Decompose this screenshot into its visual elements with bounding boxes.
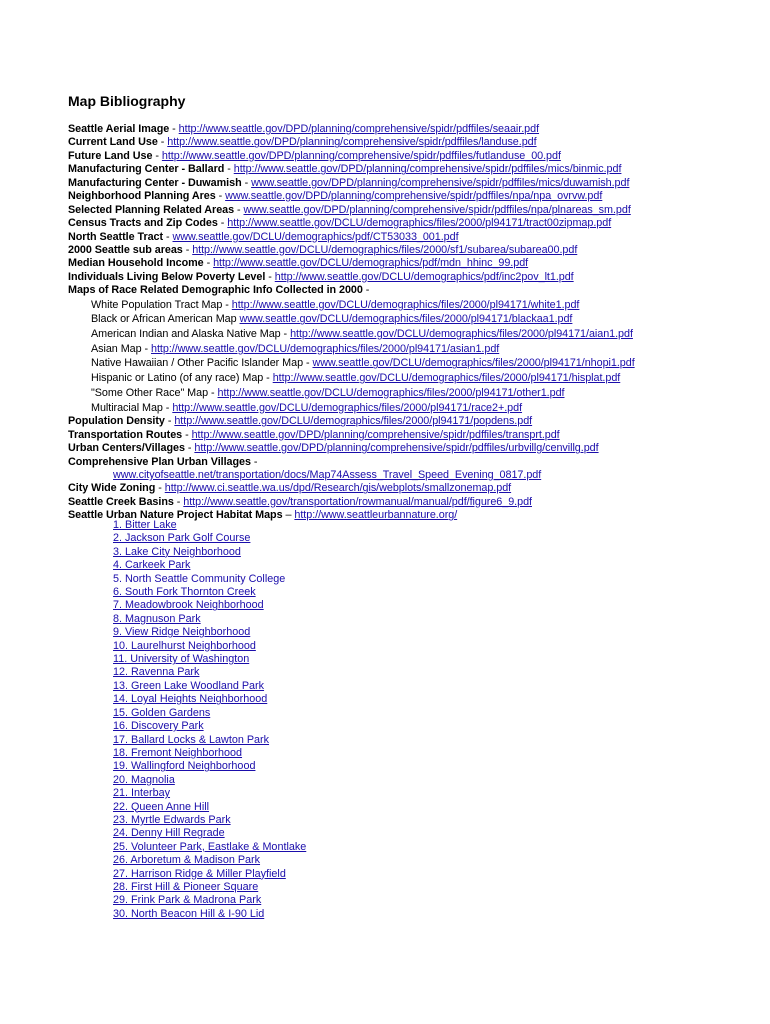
- bibliography-entry: [68, 177, 758, 190]
- habitat-map-item: [113, 693, 306, 706]
- entry-separator: -: [157, 136, 168, 149]
- habitat-map-link[interactable]: 7. Meadowbrook Neighborhood: [113, 599, 264, 612]
- habitat-map-item: [113, 868, 306, 881]
- comp-plan-separator: -: [250, 455, 258, 468]
- entry-separator: -: [155, 482, 165, 495]
- bibliography-entry: [68, 401, 758, 416]
- entry-link[interactable]: http://www.seattle.gov/DCLU/demographics/pdf/inc2pov_lt1.pdf: [274, 270, 574, 283]
- entry-link[interactable]: http://www.seattle.gov/DCLU/demographics/files/2000/sf1/subarea/subarea00.pdf: [192, 243, 578, 256]
- entry-label: White Population Tract Map: [91, 298, 223, 311]
- page-title: Map Bibliography: [68, 93, 186, 109]
- entry-separator: -: [203, 257, 214, 270]
- habitat-map-link[interactable]: 8. Magnuson Park: [113, 612, 201, 625]
- habitat-map-link[interactable]: 23. Myrtle Edwards Park: [113, 813, 231, 826]
- entry-link[interactable]: http://www.seattle.gov/DPD/planning/comprehensive/spidr/pdffiles/seaair.pdf: [178, 123, 540, 135]
- bibliography-entry: [68, 231, 758, 244]
- entry-label: Seattle Urban Nature Project Habitat Maps: [68, 509, 283, 522]
- entry-separator: -: [182, 243, 193, 256]
- entry-label: Population Density: [68, 415, 165, 428]
- entry-separator: -: [173, 495, 184, 508]
- entry-separator: -: [217, 217, 228, 230]
- habitat-map-item: [113, 894, 306, 907]
- entry-link[interactable]: http://www.seattle.gov/DCLU/demographics/files/2000/pl94171/other1.pdf: [217, 386, 565, 399]
- entry-label: "Some Other Race" Map: [91, 386, 209, 399]
- entry-link[interactable]: http://www.ci.seattle.wa.us/dpd/Research/gis/webplots/smallzonemap.pdf: [164, 482, 512, 495]
- habitat-map-item: [113, 760, 306, 773]
- comp-plan-link-line: [68, 469, 758, 482]
- entry-separator: -: [141, 342, 152, 355]
- habitat-map-item: [113, 908, 306, 921]
- entry-link[interactable]: http://www.seattle.gov/DPD/planning/comprehensive/spidr/pdffiles/mics/binmic.pdf: [233, 163, 622, 176]
- habitat-map-item: [113, 801, 306, 814]
- bibliography-entry: [68, 163, 758, 176]
- bibliography-entry: [68, 257, 758, 270]
- habitat-map-link[interactable]: 26. Arboretum & Madison Park: [113, 854, 261, 867]
- entry-link[interactable]: http://www.seattle.gov/transportation/rowmanual/manual/pdf/figure6_9.pdf: [183, 495, 532, 508]
- habitat-map-link[interactable]: 29. Frink Park & Madrona Park: [113, 894, 262, 907]
- entry-link[interactable]: http://www.seattle.gov/DCLU/demographics/files/2000/pl94171/asian1.pdf: [151, 342, 500, 355]
- bibliography-entry: [68, 429, 758, 442]
- habitat-map-item: [113, 734, 306, 747]
- habitat-map-text: 5. North Seattle Community College: [113, 572, 286, 585]
- entry-separator: -: [241, 176, 252, 189]
- entry-separator: -: [303, 357, 313, 370]
- entry-link[interactable]: http://www.seattle.gov/DCLU/demographics/files/2000/pl94171/aian1.pdf: [290, 328, 633, 341]
- entry-link[interactable]: http://www.seattle.gov/DPD/planning/comprehensive/spidr/pdffiles/futlanduse_00.pdf: [161, 149, 561, 162]
- habitat-map-link[interactable]: 2. Jackson Park Golf Course: [113, 532, 251, 545]
- entry-link[interactable]: http://www.seattle.gov/DCLU/demographics/pdf/mdn_hhinc_99.pdf: [213, 257, 529, 270]
- entry-label: Black or African American Map: [91, 313, 237, 326]
- entry-link[interactable]: http://www.seattle.gov/DCLU/demographics/files/2000/pl94171/popdens.pdf: [174, 415, 533, 428]
- habitat-map-item: [113, 881, 306, 894]
- entry-link[interactable]: http://www.seattle.gov/DPD/planning/comprehensive/spidr/pdffiles/urbvillg/cenvillg.pdf: [194, 442, 599, 455]
- habitat-map-link[interactable]: 22. Queen Anne Hill: [113, 800, 210, 813]
- entry-label: Transportation Routes: [68, 428, 183, 441]
- habitat-map-item: [113, 841, 306, 854]
- habitat-map-item: [113, 854, 306, 867]
- bibliography-list: [68, 123, 758, 523]
- habitat-map-link[interactable]: 10. Laurelhurst Neighborhood: [113, 639, 256, 652]
- habitat-map-item: [113, 814, 306, 827]
- habitat-map-link[interactable]: 12. Ravenna Park: [113, 666, 200, 679]
- entry-label: Multiracial Map: [91, 401, 163, 414]
- entry-separator: -: [224, 163, 234, 176]
- entry-separator: –: [282, 509, 295, 522]
- habitat-map-item: [113, 626, 306, 639]
- habitat-map-item: [113, 720, 306, 733]
- race-maps-heading: [68, 284, 758, 297]
- habitat-map-link[interactable]: 17. Ballard Locks & Lawton Park: [113, 733, 270, 746]
- entry-label: City Wide Zoning: [68, 482, 156, 495]
- entry-link[interactable]: http://www.seattleurbannature.org/: [294, 509, 458, 522]
- entry-separator: -: [265, 270, 275, 283]
- entry-separator: -: [152, 149, 162, 162]
- habitat-map-item: [113, 707, 306, 720]
- entry-label: 2000 Seattle sub areas: [68, 243, 183, 256]
- habitat-map-item: [113, 559, 306, 572]
- comp-plan-link[interactable]: www.cityofseattle.net/transportation/docs/Map74Assess_Travel_Speed_Evening_0817.pdf: [113, 468, 542, 481]
- entry-label: North Seattle Tract: [68, 230, 164, 243]
- bibliography-entry: [68, 136, 758, 149]
- habitat-map-item: [113, 787, 306, 800]
- entry-separator: -: [182, 428, 192, 441]
- habitat-map-item: [113, 573, 306, 586]
- habitat-map-link[interactable]: 4. Carkeek Park: [113, 559, 191, 572]
- habitat-map-link[interactable]: 14. Loyal Heights Neighborhood: [113, 693, 268, 706]
- race-heading-label: Maps of Race Related Demographic Info Collected in 2000: [68, 284, 363, 297]
- entry-label: Current Land Use: [68, 136, 158, 149]
- habitat-map-item: [113, 546, 306, 559]
- entry-link[interactable]: http://www.seattle.gov/DCLU/demographics/files/2000/pl94171/tract00zipmap.pdf: [227, 217, 612, 230]
- entry-link[interactable]: www.seattle.gov/DCLU/demographics/pdf/CT53033_001.pdf: [172, 230, 459, 243]
- entry-link[interactable]: www.seattle.gov/DPD/planning/comprehensive/spidr/pdffiles/mics/duwamish.pdf: [251, 176, 630, 189]
- entry-link[interactable]: http://www.seattle.gov/DPD/planning/comprehensive/spidr/pdffiles/landuse.pdf: [167, 136, 537, 149]
- habitat-map-item: [113, 653, 306, 666]
- entry-separator: -: [162, 401, 173, 414]
- comp-plan-heading: [68, 456, 758, 469]
- bibliography-entry: [68, 327, 758, 342]
- entry-label: Neighborhood Planning Ares: [68, 190, 216, 203]
- entry-label: Future Land Use: [68, 149, 153, 162]
- bibliography-entry: [68, 496, 758, 509]
- habitat-map-item: [113, 586, 306, 599]
- habitat-map-item: [113, 519, 306, 532]
- bibliography-entry: [68, 217, 758, 230]
- bibliography-entry: [68, 442, 758, 455]
- entry-label: Seattle Creek Basins: [68, 495, 174, 508]
- habitat-map-item: [113, 827, 306, 840]
- bibliography-entry: [68, 150, 758, 163]
- entry-label: Individuals Living Below Poverty Level: [68, 270, 266, 283]
- habitat-map-list: [113, 519, 306, 921]
- bibliography-entry: [68, 244, 758, 257]
- bibliography-entry: [68, 386, 758, 401]
- habitat-map-item: [113, 774, 306, 787]
- comp-plan-label: Comprehensive Plan Urban Villages: [68, 455, 251, 468]
- entry-link[interactable]: www.seattle.gov/DPD/planning/comprehensive/spidr/pdffiles/npa/npa_ovrvw.pdf: [225, 190, 603, 203]
- entry-label: Median Household Income: [68, 257, 204, 270]
- entry-label: Native Hawaiian / Other Pacific Islander Map: [91, 357, 304, 370]
- entry-label: Manufacturing Center - Duwamish: [68, 176, 242, 189]
- entry-link[interactable]: http://www.seattle.gov/DCLU/demographics/files/2000/pl94171/hisplat.pdf: [272, 372, 621, 385]
- entry-label: Census Tracts and Zip Codes: [68, 217, 218, 230]
- entry-label: American Indian and Alaska Native Map: [91, 328, 281, 341]
- entry-link[interactable]: www.seattle.gov/DCLU/demographics/files/2000/pl94171/blackaa1.pdf: [239, 313, 573, 326]
- entry-separator: -: [222, 298, 232, 311]
- habitat-map-item: [113, 680, 306, 693]
- habitat-map-link[interactable]: 21. Interbay: [113, 787, 171, 800]
- habitat-map-link[interactable]: 19. Wallingford Neighborhood: [113, 760, 256, 773]
- habitat-map-item: [113, 747, 306, 760]
- bibliography-entry: [68, 356, 758, 371]
- bibliography-entry: [68, 190, 758, 203]
- entry-label: Hispanic or Latino (of any race) Map: [91, 372, 264, 385]
- entry-link[interactable]: http://www.seattle.gov/DCLU/demographics/files/2000/pl94171/white1.pdf: [231, 298, 580, 311]
- habitat-map-link[interactable]: 9. View Ridge Neighborhood: [113, 626, 251, 639]
- bibliography-entry: [68, 123, 758, 136]
- habitat-map-link[interactable]: 3. Lake City Neighborhood: [113, 545, 241, 558]
- habitat-map-link[interactable]: 18. Fremont Neighborhood: [113, 746, 243, 759]
- bibliography-entry: [68, 204, 758, 217]
- bibliography-entry: [68, 371, 758, 386]
- habitat-map-link[interactable]: 11. University of Washington: [113, 653, 250, 666]
- habitat-map-item: [113, 666, 306, 679]
- entry-link[interactable]: www.seattle.gov/DCLU/demographics/files/2000/pl94171/nhopi1.pdf: [312, 357, 635, 370]
- entry-separator: -: [163, 230, 173, 243]
- entry-label: Selected Planning Related Areas: [68, 203, 235, 216]
- habitat-map-link[interactable]: 24. Denny Hill Regrade: [113, 827, 225, 840]
- habitat-map-item: [113, 613, 306, 626]
- entry-link[interactable]: www.seattle.gov/DPD/planning/comprehensive/spidr/pdffiles/npa/plnareas_sm.pdf: [243, 203, 631, 216]
- entry-label: Asian Map: [91, 342, 142, 355]
- habitat-map-link[interactable]: 28. First Hill & Pioneer Square: [113, 880, 259, 893]
- entry-separator: -: [184, 442, 195, 455]
- habitat-map-link[interactable]: 20. Magnolia: [113, 773, 175, 786]
- habitat-map-link[interactable]: 25. Volunteer Park, Eastlake & Montlake: [113, 840, 307, 853]
- entry-separator: -: [280, 328, 291, 341]
- race-heading-separator: -: [362, 284, 370, 297]
- entry-separator: -: [169, 123, 179, 135]
- habitat-map-link[interactable]: 6. South Fork Thornton Creek: [113, 586, 256, 599]
- bibliography-entry: [68, 271, 758, 284]
- entry-label: Manufacturing Center - Ballard: [68, 163, 225, 176]
- entry-link[interactable]: http://www.seattle.gov/DPD/planning/comprehensive/spidr/pdffiles/transprt.pdf: [191, 428, 560, 441]
- entry-label: Seattle Aerial Image: [68, 123, 170, 135]
- bibliography-entry: [68, 312, 758, 327]
- entry-label: Urban Centers/Villages: [68, 442, 185, 455]
- entry-separator: -: [263, 372, 273, 385]
- entry-separator: -: [164, 415, 175, 428]
- bibliography-entry: [68, 298, 758, 313]
- entry-separator: -: [208, 386, 218, 399]
- bibliography-entry: [68, 342, 758, 357]
- bibliography-entry: [68, 482, 758, 495]
- habitat-map-item: [113, 599, 306, 612]
- entry-separator: -: [215, 190, 226, 203]
- entry-separator: -: [234, 203, 244, 216]
- habitat-map-link[interactable]: 1. Bitter Lake: [113, 519, 177, 531]
- habitat-map-link[interactable]: 16. Discovery Park: [113, 720, 204, 733]
- habitat-map-item: [113, 640, 306, 653]
- entry-link[interactable]: http://www.seattle.gov/DCLU/demographics/files/2000/pl94171/race2+.pdf: [172, 401, 523, 414]
- habitat-map-item: [113, 532, 306, 545]
- habitat-map-link[interactable]: 15. Golden Gardens: [113, 706, 211, 719]
- habitat-map-link[interactable]: 27. Harrison Ridge & Miller Playfield: [113, 867, 286, 880]
- bibliography-entry: [68, 415, 758, 428]
- habitat-map-link[interactable]: 13. Green Lake Woodland Park: [113, 679, 265, 692]
- habitat-map-link[interactable]: 30. North Beacon Hill & I-90 Lid: [113, 907, 265, 920]
